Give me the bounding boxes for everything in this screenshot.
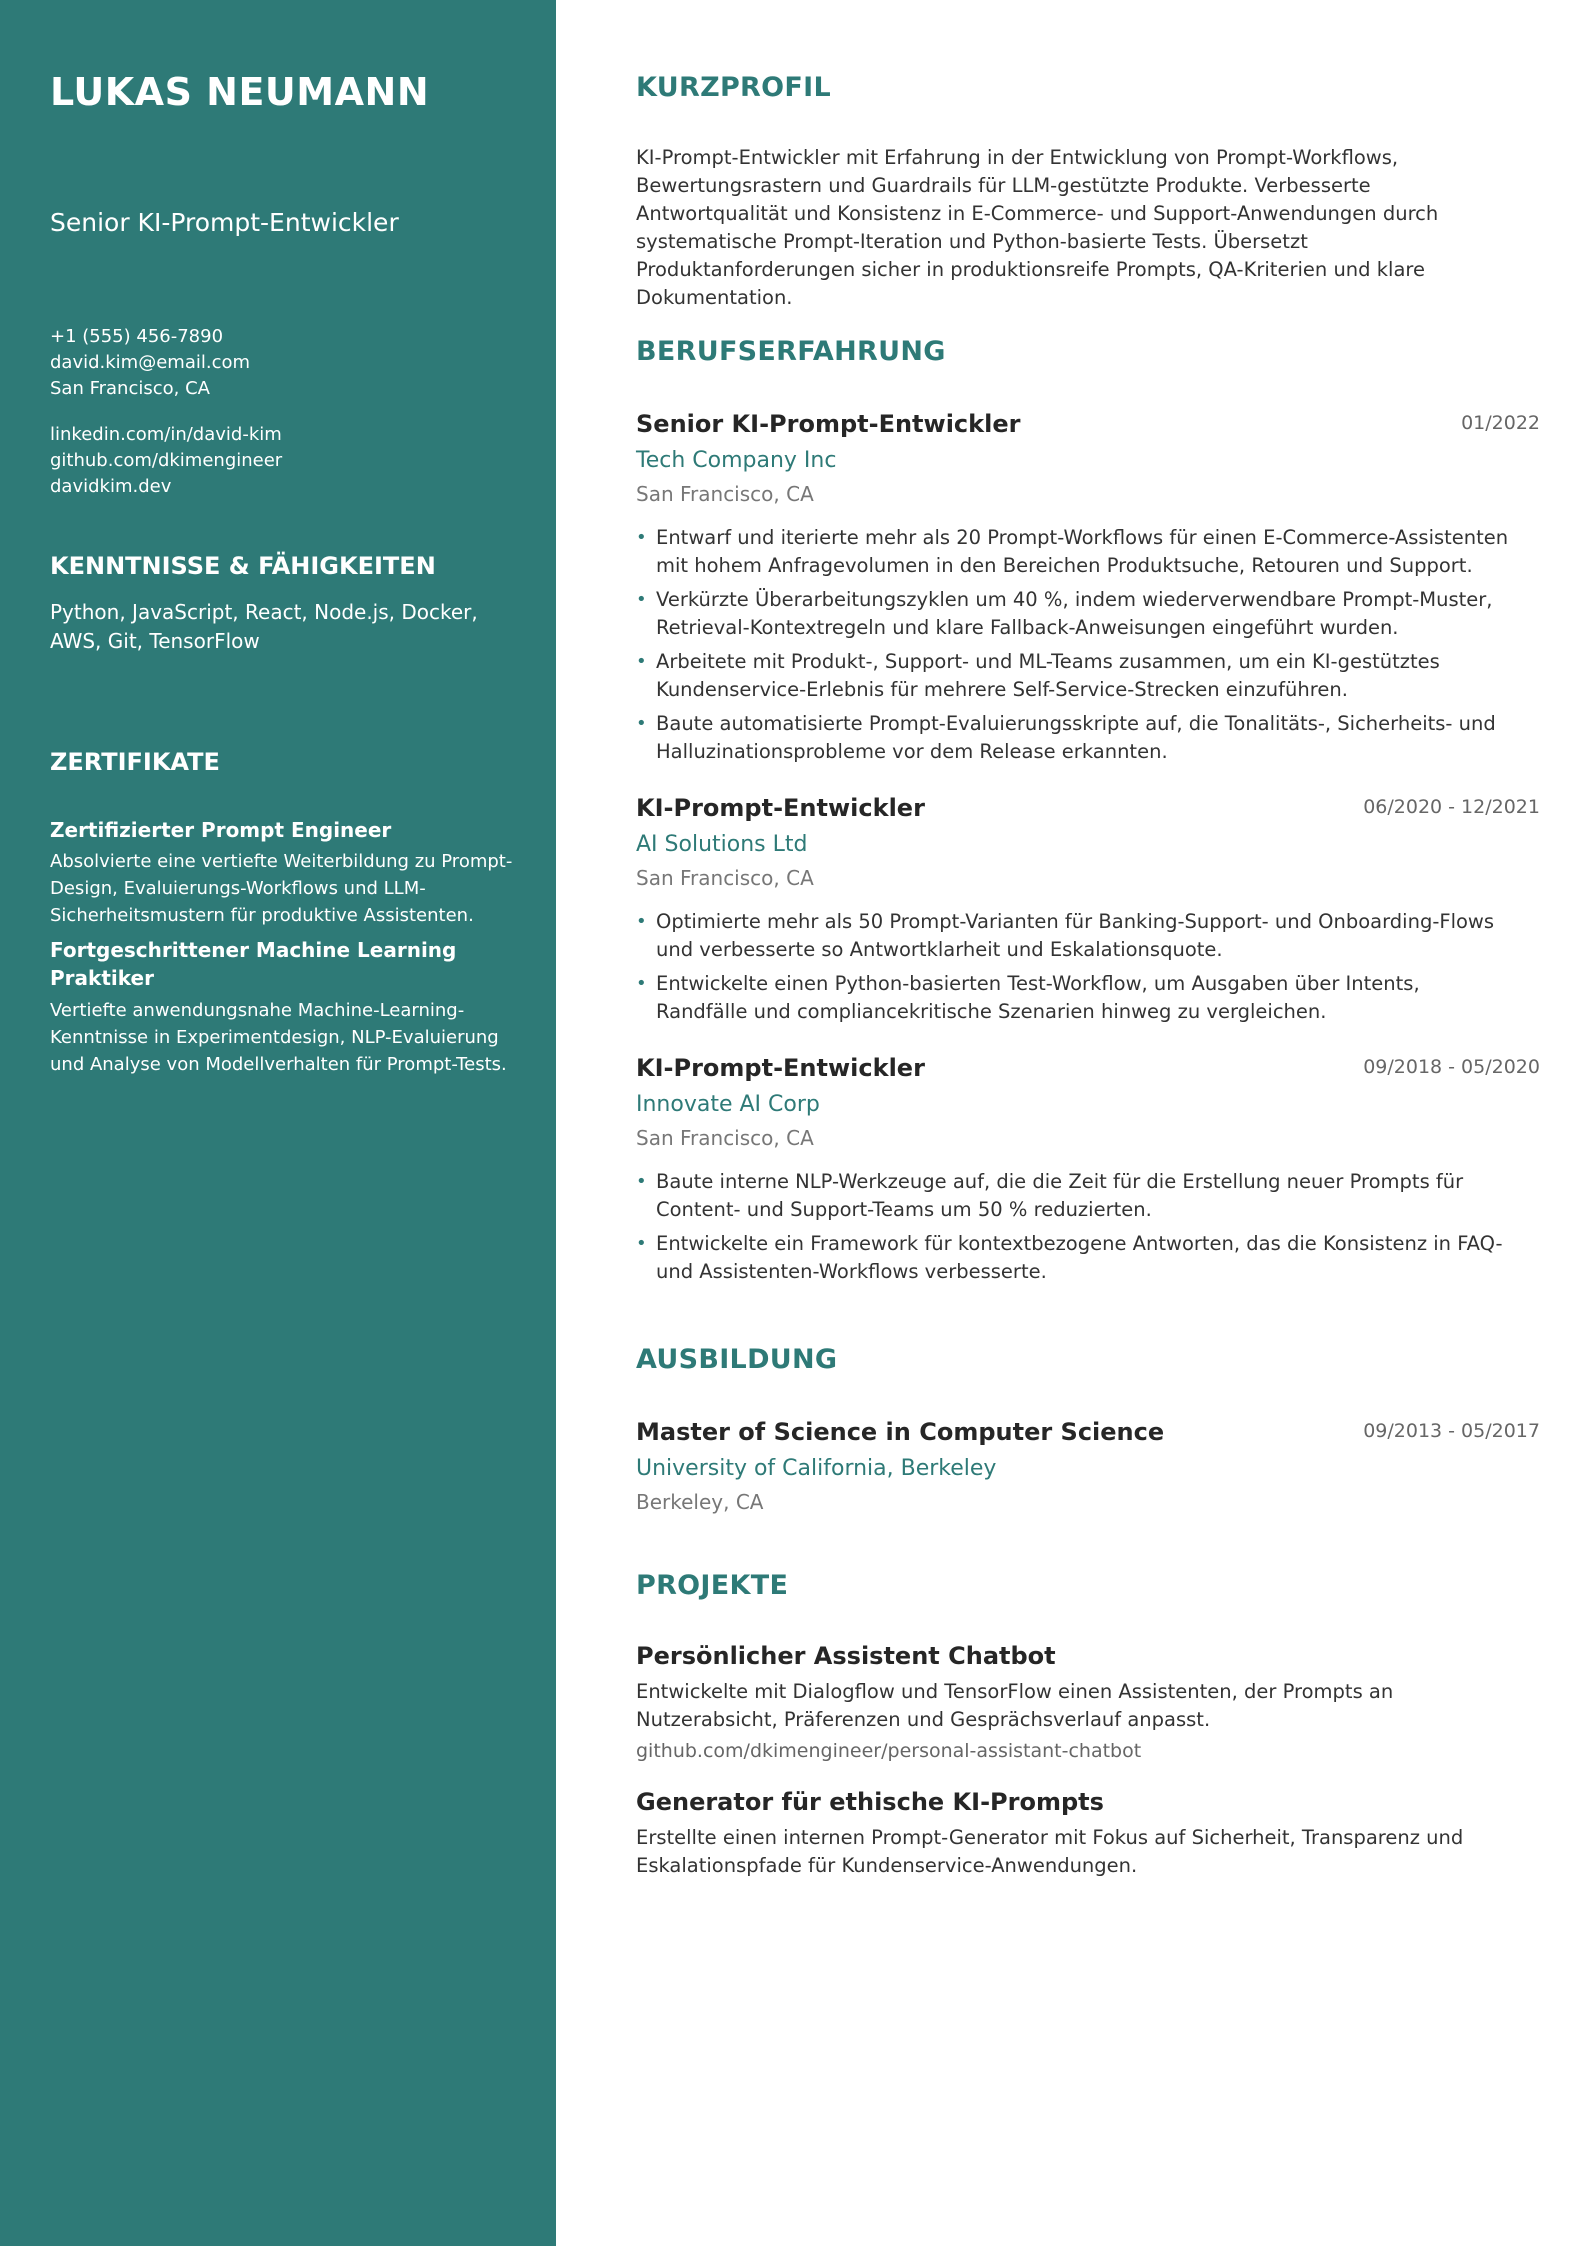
project-link[interactable]: github.com/dkimengineer/personal-assistant-chatbot (636, 1740, 1142, 1762)
education-degree: Master of Science in Computer Science (636, 1418, 1165, 1446)
job-bullet: • Baute automatisierte Prompt-Evaluierungsskripte auf, die Tonalitäts-, Sicherheits- und Halluzinationsprobleme vor dem Release erkannten. (636, 712, 1496, 763)
summary-text: KI-Prompt-Entwickler mit Erfahrung in der Entwicklung von Prompt-Workflows, Bewertungsrastern und Guardrails für LLM-gestützte Produkte. Verbesserte Antwortqualität und Konsistenz in E-Commerce- und Support-Anwendungen durch systematische Prompt-Iteration und Python-basierte Tests. Übersetzt Produktanforderungen sicher in produktionsreife Prompts, QA-Kriterien und klare Dokumentation. (636, 146, 1439, 309)
job-date: 09/2018 - 05/2020 (1363, 1056, 1540, 1078)
job-location: San Francisco, CA (636, 482, 814, 506)
bullet-dot-icon: • (636, 973, 647, 994)
link-website[interactable]: davidkim.dev (50, 476, 172, 497)
project-title: Generator für ethische KI-Prompts (636, 1788, 1104, 1816)
job-role: KI-Prompt-Entwickler (636, 1054, 925, 1082)
link-github[interactable]: github.com/dkimengineer (50, 450, 283, 471)
job-bullet: • Arbeitete mit Produkt-, Support- und ML-Teams zusammen, um ein KI-gestütztes Kundenservice-Erlebnis für mehrere Self-Service-Strecken einzuführen. (636, 650, 1440, 701)
job-company: AI Solutions Ltd (636, 832, 808, 857)
links-block (50, 422, 282, 500)
link-linkedin[interactable]: linkedin.com/in/david-kim (50, 424, 282, 445)
contact-email[interactable]: david.kim@email.com (50, 352, 251, 373)
bullet-dot-icon: • (636, 527, 647, 548)
bullet-dot-icon: • (636, 713, 647, 734)
bullet-dot-icon: • (636, 589, 647, 610)
job-company: Tech Company Inc (636, 448, 837, 473)
certificate-title: Zertifizierter Prompt Engineer (50, 818, 392, 842)
candidate-name: LUKAS NEUMANN (50, 70, 430, 114)
project-description: Entwickelte mit Dialogflow und TensorFlow einen Assistenten, der Prompts an Nutzerabsicht, Präferenzen und Gesprächsverlauf anpasst. (636, 1680, 1394, 1731)
bullet-dot-icon: • (636, 911, 647, 932)
contact-location: San Francisco, CA (50, 378, 210, 399)
sidebar (0, 0, 556, 2246)
summary-heading: KURZPROFIL (636, 72, 831, 103)
contact-phone: +1 (555) 456-7890 (50, 326, 224, 347)
skills-list: Python, JavaScript, React, Node.js, Docker, AWS, Git, TensorFlow (50, 600, 478, 653)
job-location: San Francisco, CA (636, 1126, 814, 1150)
job-location: San Francisco, CA (636, 866, 814, 890)
contact-block (50, 324, 250, 402)
job-bullet: • Entwickelte einen Python-basierten Test-Workflow, um Ausgaben über Intents, Randfälle und compliancekritische Szenarien hinweg zu vergleichen. (636, 972, 1420, 1023)
education-school: University of California, Berkeley (636, 1456, 997, 1481)
certificate-title: Fortgeschrittener Machine Learning Praktiker (50, 938, 457, 990)
experience-heading: BERUFSERFAHRUNG (636, 336, 946, 367)
education-heading: AUSBILDUNG (636, 1344, 838, 1375)
project-title: Persönlicher Assistent Chatbot (636, 1642, 1056, 1670)
skills-heading: KENNTNISSE & FÄHIGKEITEN (50, 552, 436, 580)
main-content (556, 0, 1588, 2246)
job-bullet: • Optimierte mehr als 50 Prompt-Varianten für Banking-Support- und Onboarding-Flows und verbesserte so Antwortklarheit und Eskalationsquote. (636, 910, 1495, 961)
bullet-dot-icon: • (636, 1171, 647, 1192)
job-bullet: • Entwickelte ein Framework für kontextbezogene Antworten, das die Konsistenz in FAQ- und Assistenten-Workflows verbesserte. (636, 1232, 1503, 1283)
education-location: Berkeley, CA (636, 1490, 764, 1514)
job-role: Senior KI-Prompt-Entwickler (636, 410, 1021, 438)
project-description: Erstellte einen internen Prompt-Generator mit Fokus auf Sicherheit, Transparenz und Eskalationspfade für Kundenservice-Anwendungen. (636, 1826, 1464, 1877)
job-date: 06/2020 - 12/2021 (1363, 796, 1540, 818)
job-role: KI-Prompt-Entwickler (636, 794, 925, 822)
job-bullet: • Verkürzte Überarbeitungszyklen um 40 %, indem wiederverwendbare Prompt-Muster, Retrieval-Kontextregeln und klare Fallback-Anweisungen eingeführt wurden. (636, 588, 1493, 639)
certificate-description: Vertiefte anwendungsnahe Machine-Learning-Kenntnisse in Experimentdesign, NLP-Evaluierung und Analyse von Modellverhalten für Prompt-Tests. (50, 1000, 507, 1075)
education-date: 09/2013 - 05/2017 (1363, 1420, 1540, 1442)
job-bullet: • Entwarf und iterierte mehr als 20 Prompt-Workflows für einen E-Commerce-Assistenten mit hohem Anfragevolumen in den Bereichen Produktsuche, Retouren und Support. (636, 526, 1509, 577)
job-company: Innovate AI Corp (636, 1092, 820, 1117)
certificate-description: Absolvierte eine vertiefte Weiterbildung zu Prompt-Design, Evaluierungs-Workflows und LLM-Sicherheitsmustern für produktive Assistenten. (50, 851, 513, 926)
candidate-title: Senior KI-Prompt-Entwickler (50, 208, 399, 237)
projects-heading: PROJEKTE (636, 1570, 789, 1601)
certificates-heading: ZERTIFIKATE (50, 748, 220, 776)
job-date: 01/2022 (1461, 412, 1540, 434)
bullet-dot-icon: • (636, 1233, 647, 1254)
bullet-dot-icon: • (636, 651, 647, 672)
job-bullet: • Baute interne NLP-Werkzeuge auf, die die Zeit für die Erstellung neuer Prompts für Content- und Support-Teams um 50 % reduzierten. (636, 1170, 1464, 1221)
